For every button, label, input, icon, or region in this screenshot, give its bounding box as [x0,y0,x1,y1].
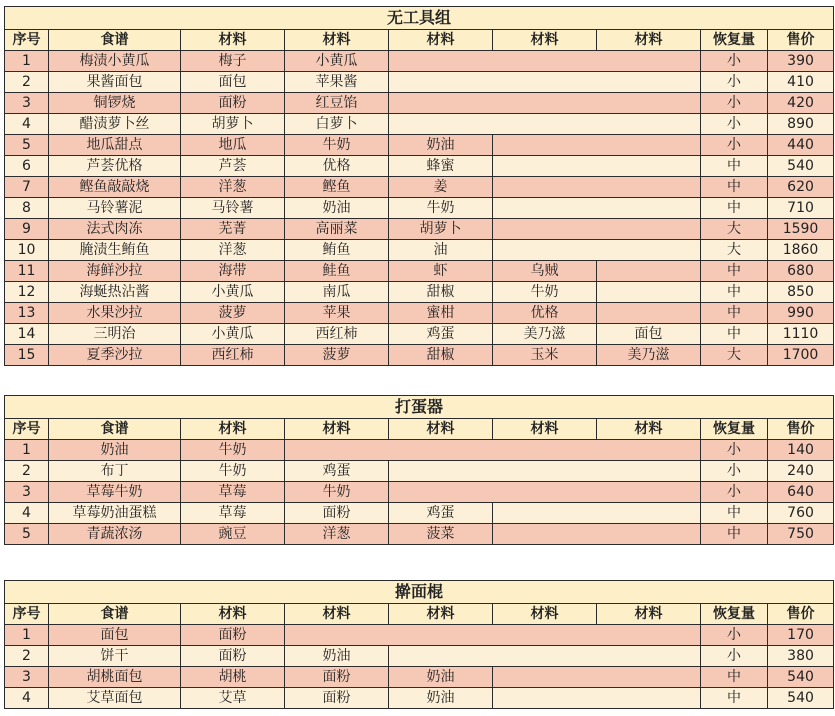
ingredient-cell: 面粉 [181,625,285,646]
table-row [5,72,834,93]
table-row [5,461,834,482]
ingredient-cell: 菠菜 [389,524,493,545]
recovery-amount: 大 [701,240,768,261]
row-number: 10 [5,240,49,261]
row-number: 4 [5,688,49,709]
table-row [5,688,834,709]
recovery-amount: 中 [701,303,768,324]
column-header: 材料 [597,604,701,625]
ingredient-cell: 面粉 [285,688,389,709]
row-number: 1 [5,51,49,72]
sell-price: 380 [768,646,834,667]
empty-ingredient-cell [389,114,701,135]
table-row [5,93,834,114]
ingredient-cell: 芜菁 [181,219,285,240]
empty-ingredient-cell [389,646,701,667]
empty-ingredient-cell [389,482,701,503]
column-header: 材料 [493,419,597,440]
column-header: 恢复量 [701,604,768,625]
ingredient-cell: 草莓 [181,482,285,503]
recovery-amount: 中 [701,524,768,545]
row-number: 2 [5,461,49,482]
ingredient-cell: 南瓜 [285,282,389,303]
column-header: 材料 [389,419,493,440]
table-title-row [5,396,834,419]
table-row [5,440,834,461]
ingredient-cell: 牛奶 [181,461,285,482]
recovery-amount: 大 [701,219,768,240]
empty-ingredient-cell [493,503,701,524]
ingredient-cell: 西红柿 [181,345,285,366]
sell-price: 890 [768,114,834,135]
row-number: 8 [5,198,49,219]
column-header: 材料 [285,419,389,440]
ingredient-cell: 牛奶 [389,198,493,219]
recipe-name: 海鲜沙拉 [49,261,181,282]
recipe-table-rolling-pin [4,580,834,709]
recovery-amount: 小 [701,135,768,156]
table-header-row [5,419,834,440]
empty-ingredient-cell [285,625,701,646]
row-number: 5 [5,135,49,156]
recovery-amount: 中 [701,282,768,303]
table-row [5,282,834,303]
sell-price: 540 [768,156,834,177]
sell-price: 420 [768,93,834,114]
ingredient-cell: 草莓 [181,503,285,524]
sell-price: 620 [768,177,834,198]
sell-price: 710 [768,198,834,219]
ingredient-cell: 鲑鱼 [285,261,389,282]
ingredient-cell: 胡萝卜 [389,219,493,240]
column-header: 材料 [285,604,389,625]
recovery-amount: 中 [701,156,768,177]
table-row [5,303,834,324]
ingredient-cell: 油 [389,240,493,261]
column-header: 材料 [597,30,701,51]
table-row [5,646,834,667]
table-title-row [5,7,834,30]
column-header: 序号 [5,30,49,51]
recovery-amount: 小 [701,51,768,72]
column-header: 售价 [768,604,834,625]
column-header: 材料 [389,604,493,625]
ingredient-cell: 美乃滋 [597,345,701,366]
row-number: 4 [5,503,49,524]
ingredient-cell: 洋葱 [285,524,389,545]
recovery-amount: 中 [701,503,768,524]
column-header: 材料 [181,419,285,440]
ingredient-cell: 奶油 [389,135,493,156]
ingredient-cell: 面粉 [181,646,285,667]
table-row [5,345,834,366]
ingredient-cell: 小黄瓜 [285,51,389,72]
row-number: 14 [5,324,49,345]
ingredient-cell: 奶油 [389,688,493,709]
row-number: 7 [5,177,49,198]
table-row [5,219,834,240]
ingredient-cell: 红豆馅 [285,93,389,114]
recipe-name: 芦荟优格 [49,156,181,177]
ingredient-cell: 胡桃 [181,667,285,688]
column-header: 序号 [5,604,49,625]
empty-ingredient-cell [493,240,701,261]
empty-ingredient-cell [597,261,701,282]
table-title: 擀面棍 [5,581,834,604]
sell-price: 240 [768,461,834,482]
sell-price: 640 [768,482,834,503]
empty-ingredient-cell [493,135,701,156]
ingredient-cell: 甜椒 [389,282,493,303]
sell-price: 140 [768,440,834,461]
empty-ingredient-cell [597,303,701,324]
ingredient-cell: 胡萝卜 [181,114,285,135]
column-header: 材料 [597,419,701,440]
empty-ingredient-cell [285,440,701,461]
ingredient-cell: 甜椒 [389,345,493,366]
recovery-amount: 中 [701,177,768,198]
ingredient-cell: 洋葱 [181,240,285,261]
table-title: 打蛋器 [5,396,834,419]
recipe-name: 布丁 [49,461,181,482]
table-row [5,240,834,261]
empty-ingredient-cell [389,51,701,72]
table-row [5,625,834,646]
table-row [5,524,834,545]
recovery-amount: 小 [701,482,768,503]
sell-price: 1590 [768,219,834,240]
ingredient-cell: 鲔鱼 [285,240,389,261]
ingredient-cell: 菠萝 [181,303,285,324]
recipe-name: 草莓牛奶 [49,482,181,503]
column-header: 序号 [5,419,49,440]
recipe-table-no-tool [4,6,834,366]
table-row [5,135,834,156]
recipe-name: 鲣鱼敲敲烧 [49,177,181,198]
ingredient-cell: 芦荟 [181,156,285,177]
row-number: 1 [5,440,49,461]
ingredient-cell: 美乃滋 [493,324,597,345]
recovery-amount: 中 [701,688,768,709]
recipe-name: 梅渍小黄瓜 [49,51,181,72]
row-number: 5 [5,524,49,545]
table-row [5,51,834,72]
recipe-name: 腌渍生鲔鱼 [49,240,181,261]
ingredient-cell: 鸡蛋 [389,503,493,524]
column-header: 售价 [768,419,834,440]
column-header: 食谱 [49,604,181,625]
table-row [5,156,834,177]
row-number: 3 [5,482,49,503]
recovery-amount: 小 [701,93,768,114]
ingredient-cell: 奶油 [389,667,493,688]
table-row [5,114,834,135]
recipe-name: 马铃薯泥 [49,198,181,219]
ingredient-cell: 面粉 [285,503,389,524]
ingredient-cell: 鲣鱼 [285,177,389,198]
ingredient-cell: 乌贼 [493,261,597,282]
ingredient-cell: 海带 [181,261,285,282]
row-number: 2 [5,646,49,667]
recipe-name: 艾草面包 [49,688,181,709]
recovery-amount: 大 [701,345,768,366]
recipe-name: 醋渍萝卜丝 [49,114,181,135]
recipe-name: 地瓜甜点 [49,135,181,156]
recovery-amount: 中 [701,324,768,345]
ingredient-cell: 梅子 [181,51,285,72]
recipe-name: 草莓奶油蛋糕 [49,503,181,524]
recovery-amount: 小 [701,114,768,135]
sell-price: 1700 [768,345,834,366]
empty-ingredient-cell [493,667,701,688]
table-title-row [5,581,834,604]
ingredient-cell: 小黄瓜 [181,282,285,303]
row-number: 1 [5,625,49,646]
ingredient-cell: 菠萝 [285,345,389,366]
sell-price: 540 [768,688,834,709]
ingredient-cell: 小黄瓜 [181,324,285,345]
sell-price: 410 [768,72,834,93]
recipe-name: 铜锣烧 [49,93,181,114]
row-number: 2 [5,72,49,93]
sell-price: 390 [768,51,834,72]
column-header: 食谱 [49,30,181,51]
recipe-name: 胡桃面包 [49,667,181,688]
table-header-row [5,30,834,51]
recovery-amount: 中 [701,667,768,688]
ingredient-cell: 牛奶 [493,282,597,303]
column-header: 材料 [389,30,493,51]
ingredient-cell: 艾草 [181,688,285,709]
empty-ingredient-cell [493,688,701,709]
column-header: 食谱 [49,419,181,440]
table-row [5,198,834,219]
ingredient-cell: 高丽菜 [285,219,389,240]
column-header: 材料 [493,30,597,51]
row-number: 6 [5,156,49,177]
recipe-name: 果酱面包 [49,72,181,93]
sell-price: 990 [768,303,834,324]
ingredient-cell: 面粉 [181,93,285,114]
recipe-name: 海蜒热沾酱 [49,282,181,303]
row-number: 4 [5,114,49,135]
sell-price: 540 [768,667,834,688]
recovery-amount: 小 [701,440,768,461]
recipe-name: 水果沙拉 [49,303,181,324]
recovery-amount: 小 [701,72,768,93]
table-title: 无工具组 [5,7,834,30]
column-header: 恢复量 [701,419,768,440]
ingredient-cell: 地瓜 [181,135,285,156]
ingredient-cell: 面粉 [285,667,389,688]
ingredient-cell: 蜜柑 [389,303,493,324]
sell-price: 680 [768,261,834,282]
sell-price: 750 [768,524,834,545]
recipe-name: 奶油 [49,440,181,461]
ingredient-cell: 牛奶 [285,135,389,156]
empty-ingredient-cell [493,198,701,219]
column-header: 材料 [181,30,285,51]
sell-price: 760 [768,503,834,524]
ingredient-cell: 蜂蜜 [389,156,493,177]
sell-price: 1860 [768,240,834,261]
recipe-name: 三明治 [49,324,181,345]
empty-ingredient-cell [389,461,701,482]
ingredient-cell: 牛奶 [181,440,285,461]
row-number: 12 [5,282,49,303]
recipe-name: 法式肉冻 [49,219,181,240]
recovery-amount: 小 [701,646,768,667]
table-row [5,503,834,524]
column-header: 恢复量 [701,30,768,51]
table-row [5,324,834,345]
row-number: 3 [5,667,49,688]
table-row [5,177,834,198]
recovery-amount: 小 [701,625,768,646]
ingredient-cell: 苹果酱 [285,72,389,93]
empty-ingredient-cell [493,177,701,198]
table-row [5,261,834,282]
ingredient-cell: 鸡蛋 [285,461,389,482]
ingredient-cell: 优格 [493,303,597,324]
table-header-row [5,604,834,625]
row-number: 13 [5,303,49,324]
sell-price: 440 [768,135,834,156]
ingredient-cell: 鸡蛋 [389,324,493,345]
row-number: 3 [5,93,49,114]
empty-ingredient-cell [493,219,701,240]
row-number: 9 [5,219,49,240]
table-row [5,482,834,503]
ingredient-cell: 虾 [389,261,493,282]
row-number: 11 [5,261,49,282]
empty-ingredient-cell [389,72,701,93]
empty-ingredient-cell [493,524,701,545]
column-header: 售价 [768,30,834,51]
table-row [5,667,834,688]
empty-ingredient-cell [389,93,701,114]
recovery-amount: 中 [701,198,768,219]
column-header: 材料 [285,30,389,51]
ingredient-cell: 姜 [389,177,493,198]
ingredient-cell: 西红柿 [285,324,389,345]
recipe-name: 青蔬浓汤 [49,524,181,545]
ingredient-cell: 奶油 [285,198,389,219]
ingredient-cell: 面包 [597,324,701,345]
empty-ingredient-cell [493,156,701,177]
recipe-name: 饼干 [49,646,181,667]
ingredient-cell: 奶油 [285,646,389,667]
ingredient-cell: 苹果 [285,303,389,324]
column-header: 材料 [181,604,285,625]
sell-price: 170 [768,625,834,646]
ingredient-cell: 面包 [181,72,285,93]
column-header: 材料 [493,604,597,625]
recovery-amount: 中 [701,261,768,282]
ingredient-cell: 白萝卜 [285,114,389,135]
recipe-name: 面包 [49,625,181,646]
sell-price: 1110 [768,324,834,345]
recovery-amount: 小 [701,461,768,482]
empty-ingredient-cell [597,282,701,303]
ingredient-cell: 优格 [285,156,389,177]
ingredient-cell: 牛奶 [285,482,389,503]
recipe-name: 夏季沙拉 [49,345,181,366]
ingredient-cell: 豌豆 [181,524,285,545]
sell-price: 850 [768,282,834,303]
ingredient-cell: 洋葱 [181,177,285,198]
row-number: 15 [5,345,49,366]
ingredient-cell: 玉米 [493,345,597,366]
ingredient-cell: 马铃薯 [181,198,285,219]
recipe-table-whisk [4,395,834,545]
